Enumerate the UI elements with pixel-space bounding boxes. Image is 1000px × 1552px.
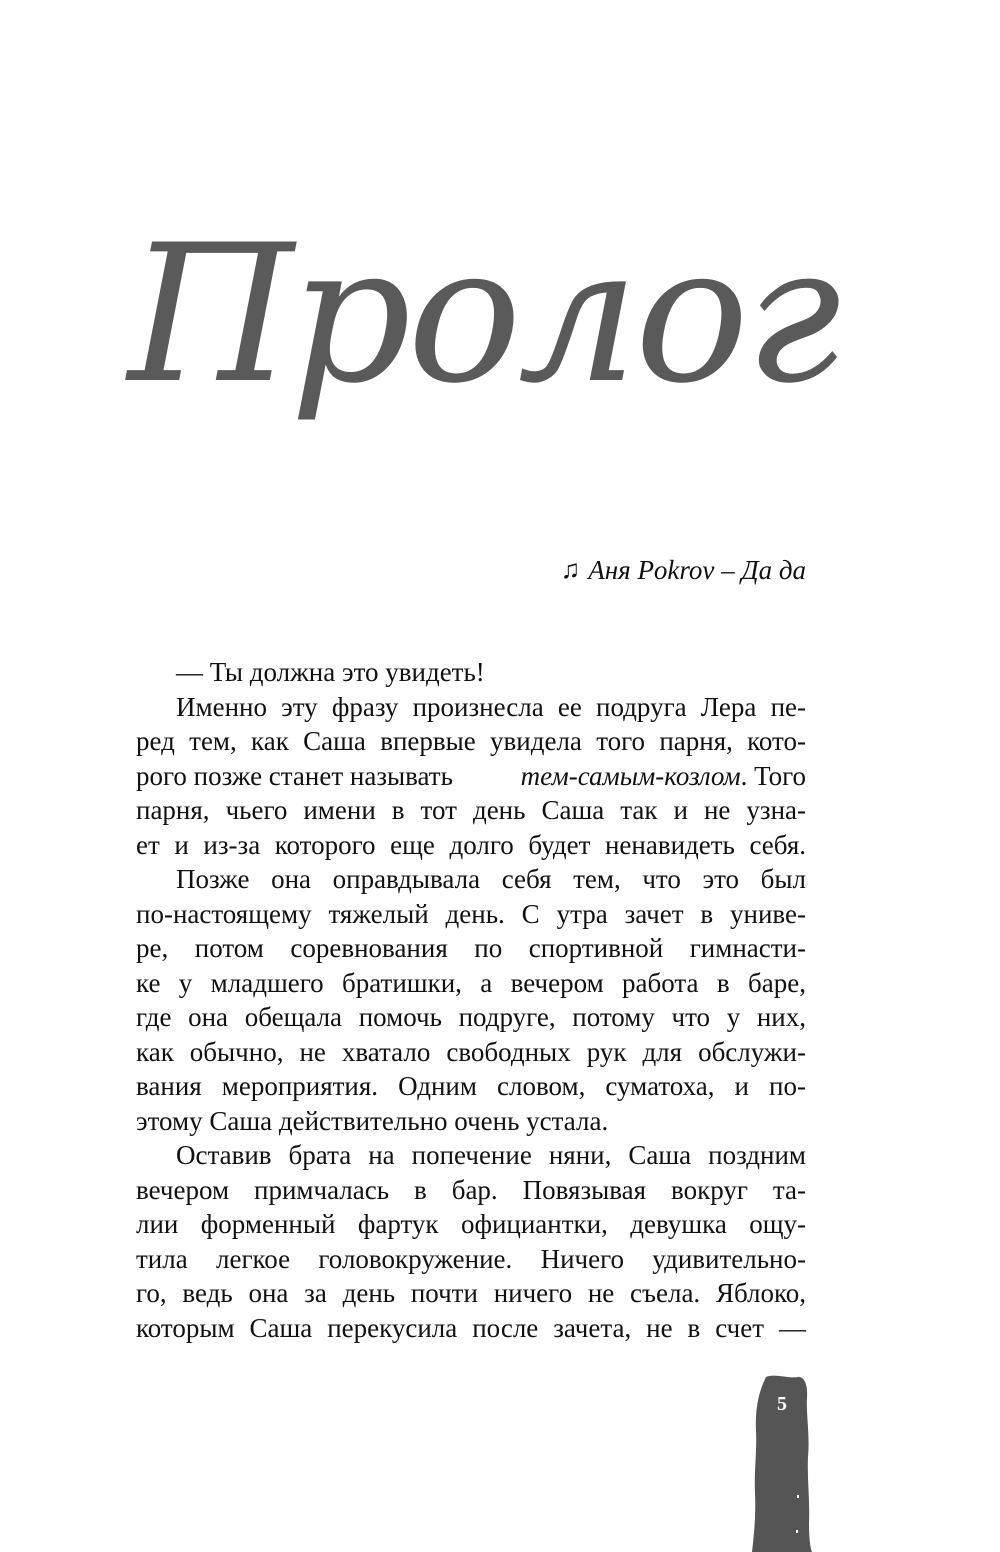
text-line: как обычно, не хватало свободных рук для обслужи- <box>136 1036 806 1067</box>
body-text <box>136 655 806 1345</box>
chapter-title: Пролог <box>128 204 838 425</box>
text-line: лии форменный фартук официантки, девушка ощу- <box>136 1209 806 1239</box>
text-line: Оставив брата на попечение няни, Саша поздним <box>176 1140 806 1170</box>
emphasis-text: тем-самым-козлом <box>520 760 741 791</box>
text-line-mixed <box>136 759 806 794</box>
music-note-icon: ♫ <box>560 555 581 584</box>
text-line: тила легкое головокружение. Ничего удивительно- <box>136 1243 806 1274</box>
text-line: этому Саша действительно очень устала. <box>136 1105 609 1136</box>
text-line: Именно эту фразу произнесла ее подруга Лера пе- <box>176 691 806 722</box>
text-line: которым Саша перекусила после зачета, не в счет — <box>136 1312 806 1343</box>
text-line: где она обещала помочь подруге, потому что у них, <box>136 1002 806 1032</box>
page-number: 5 <box>777 1393 787 1415</box>
text-line: вания мероприятия. Одним словом, суматоха, и по- <box>136 1071 806 1101</box>
text-line: вечером примчалась в бар. Повязывая вокруг та- <box>136 1174 806 1205</box>
text-line: Позже она оправдывала себя тем, что это был <box>176 864 806 894</box>
epigraph <box>561 550 806 590</box>
text-line: ред тем, как Саша впервые увидела того парня, кото- <box>136 726 806 756</box>
text-line: ке у младшего братишки, а вечером работа в баре, <box>136 967 806 998</box>
text-fragment: рого позже станет называть <box>136 760 453 791</box>
text-line: го, ведь она за день почти ничего не съела. Яблоко, <box>136 1278 806 1308</box>
text-line: — Ты должна это увидеть! <box>176 657 485 687</box>
epigraph-text: Аня Pokrov – Да да <box>588 554 806 585</box>
text-line: ет и из-за которого еще долго будет ненавидеть себя. <box>136 829 806 860</box>
text-line: парня, чьего имени в тот день Саша так и не узна- <box>136 795 806 825</box>
text-line: ре, потом соревнования по спортивной гимнасти- <box>136 933 806 963</box>
text-fragment: . Того <box>740 760 806 791</box>
text-line: по-настоящему тяжелый день. С утра зачет в униве- <box>136 898 806 929</box>
